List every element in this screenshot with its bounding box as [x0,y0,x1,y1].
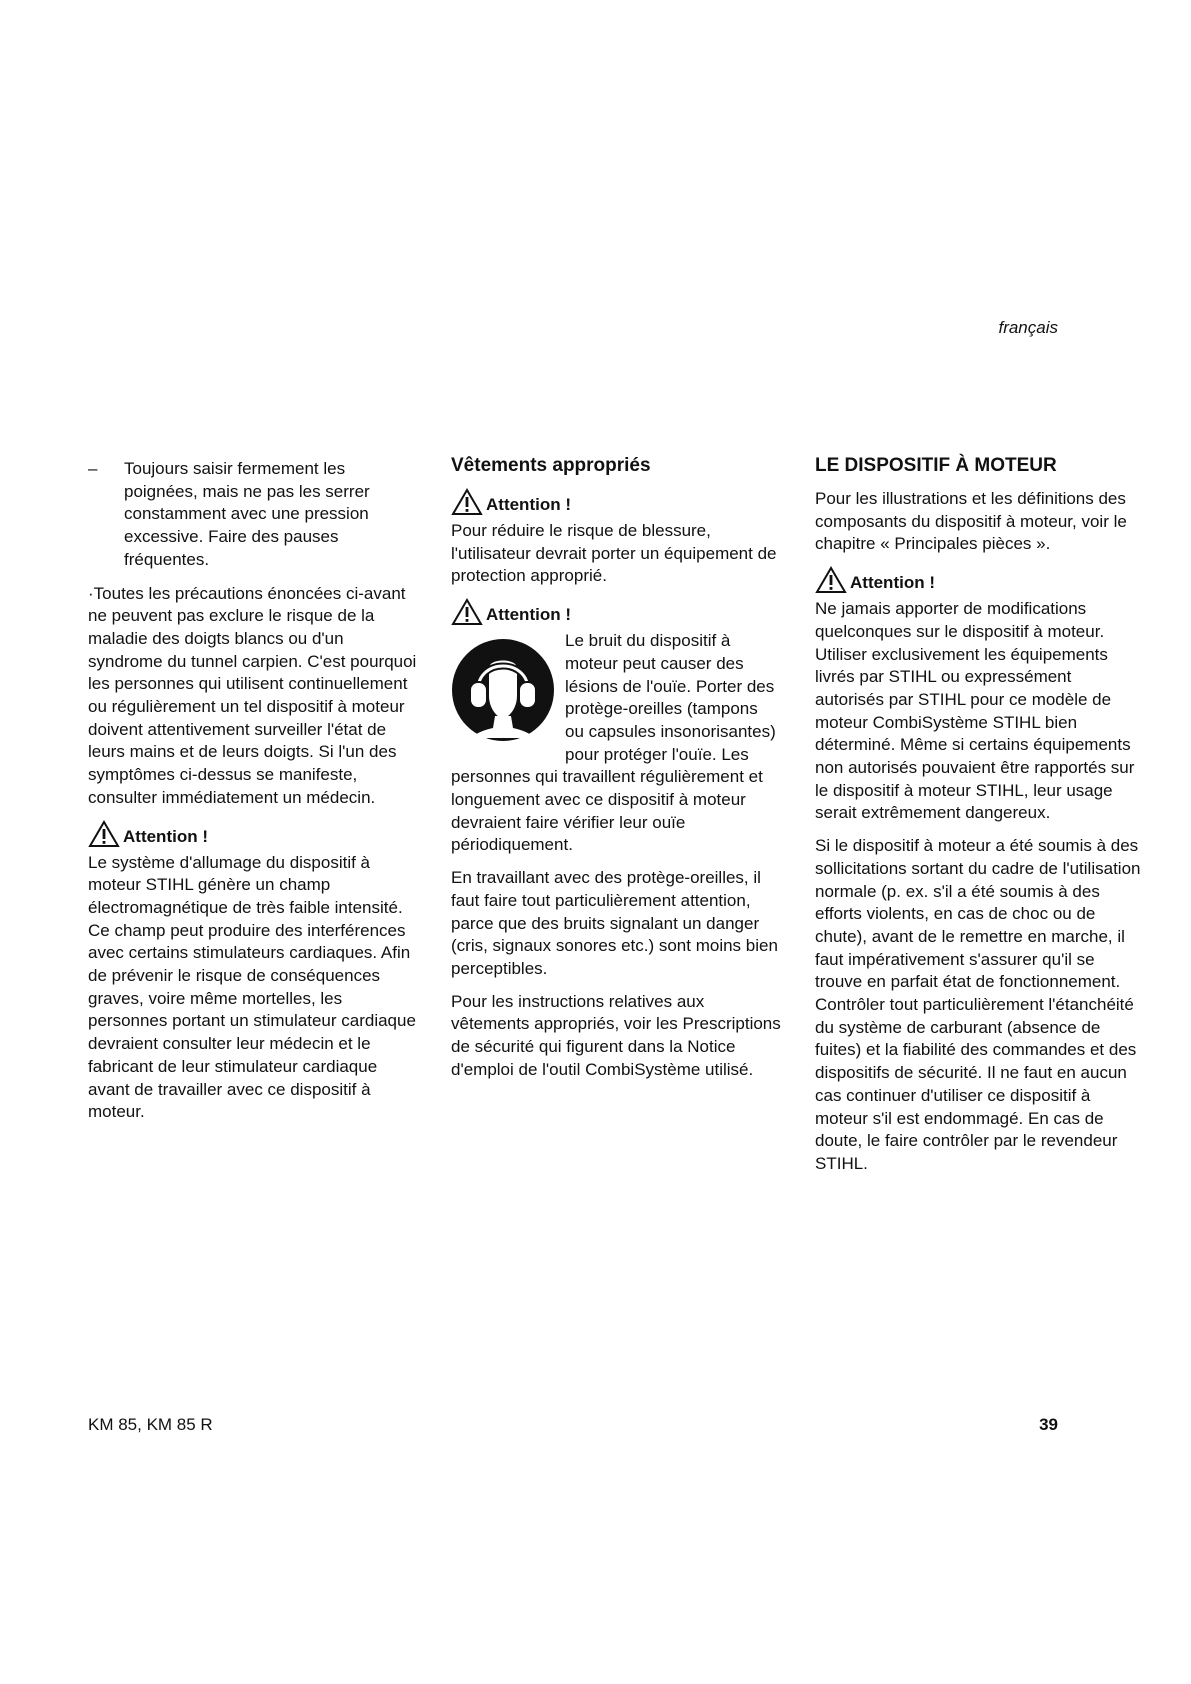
paragraph: Le système d'allumage du dispositif à moteur STIHL génère un champ électromagnétique de très faible intensité. [88,852,403,917]
paragraph: En travaillant avec des protège-oreilles, il faut faire tout particulièrement attention, parce que des bruits signalant un danger (cris, signaux sonores etc.) sont moins bien perceptibles. [451,868,778,978]
warning-heading [451,598,781,626]
section-heading: LE DISPOSITIF À MOTEUR [815,455,1057,476]
warning-label: Attention ! [850,573,935,593]
warning-label: Attention ! [486,495,571,514]
list-item [88,458,420,572]
paragraph: ·Toutes les précautions énoncées ci-avant ne peuvent pas exclure le risque de la maladie des doigts blancs ou d'un syndrome du tunnel carpien. C'est pourquoi les personnes qui utilisent continuellement ou régulièrement un tel dispositif à moteur doivent attentivement surveiller l'état de leurs mains et de leurs doigts. Si l'un des symptômes ci-dessus se manifeste, consulter immédiatement un médecin. [88,583,417,807]
warning-triangle-icon [88,820,120,848]
language-label: français [998,318,1058,337]
paragraph: Pour les instructions relatives aux vêtements appropriés, voir les Prescriptions de sécurité qui figurent dans la Notice d'emploi de l'outil CombiSystème utilisé. [451,991,781,1079]
warning-triangle-icon [815,566,847,594]
paragraph: Pour réduire le risque de blessure, l'utilisateur devrait porter un équipement de protection approprié. [451,521,777,586]
paragraph: Ce champ peut produire des interférences avec certains stimulateurs cardiaques. Afin de prévenir le risque de conséquences graves, voire même mortelles, les personnes portant un stimulateur cardiaque devraient consulter leur médecin et le fabricant de leur stimulateur cardiaque avant de travailler avec ce dispositif à moteur. [88,920,416,1122]
footer-model: KM 85, KM 85 R [88,1415,213,1434]
section-heading: Vêtements appropriés [451,455,651,476]
paragraph: Pour les illustrations et les définitions des composants du dispositif à moteur, voir le chapitre « Principales pièces ». [815,489,1127,554]
list-item-text: Toujours saisir fermement les poignées, mais ne pas les serrer constamment avec une pression excessive. Faire des pauses fréquentes. [124,459,370,569]
warning-label: Attention ! [123,826,208,846]
warning-triangle-icon [451,488,483,516]
warning-heading [88,820,420,848]
paragraph: Le bruit du dispositif à moteur peut causer des lésions de l'ouïe. Porter des protège-oreilles (tampons ou capsules insonorisantes) pour protéger l'ouïe. Les personnes qui travaillent régulièrement et longuement avec ce dispositif à moteur devraient faire vérifier leur ouïe périodiquement. [451,631,776,855]
column-1 [88,458,420,1134]
column-2 [451,455,781,1091]
page-number: 39 [1039,1415,1058,1434]
warning-heading [451,488,781,516]
warning-heading [815,566,1145,594]
column-3 [815,455,1145,1186]
warning-triangle-icon [451,598,483,626]
warning-label: Attention ! [486,605,571,625]
paragraph: Ne jamais apporter de modifications quelconques sur le dispositif à moteur. Utiliser exclusivement les équipements livrés par STIHL ou expressément autorisés par STIHL pour ce modèle de moteur CombiSystème STIHL bien déterminé. Même si certains équipements non autorisés pouvaient être rapportés sur le dispositif à moteur STIHL, leur usage serait extrêmement dangereux. [815,599,1135,823]
hearing-warning-block [451,630,781,867]
paragraph: Si le dispositif à moteur a été soumis à des sollicitations sortant du cadre de l'utilisation normale (p. ex. s'il a été soumis à des efforts violents, en cas de choc ou de chute), avant de le remettre en marche, il faut impérativement s'assurer qu'il se trouve en parfait état de fonctionnement. Contrôler tout particulièrement l'étanchéité du système de carburant (absence de fuites) et la fiabilité des commandes et des dispositifs de sécurité. Il ne faut en aucun cas continuer d'utiliser ce dispositif à moteur s'il est endommagé. En cas de doute, le faire contrôler par le revendeur STIHL. [815,836,1141,1173]
list-dash: – [88,459,98,478]
hearing-protection-icon [451,638,555,742]
